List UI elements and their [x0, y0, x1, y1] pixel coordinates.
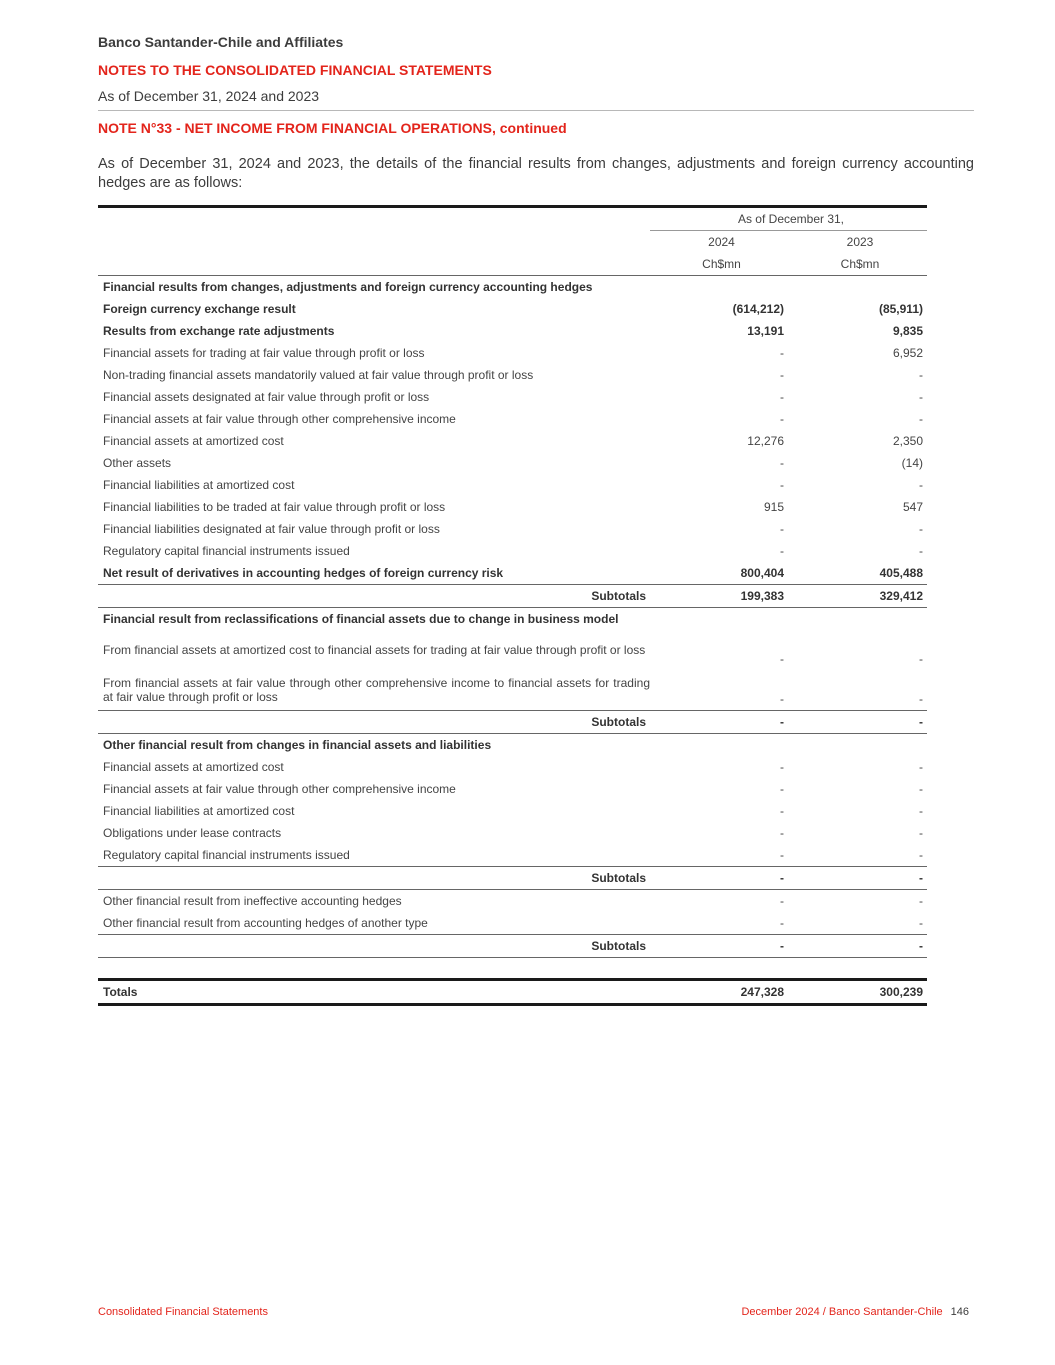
value-2023: - [919, 760, 923, 774]
value-2024: 915 [763, 500, 784, 514]
row-label: Financial assets at fair value through other comprehensive income [103, 782, 456, 796]
subtotal-label: Subtotals [98, 867, 650, 890]
value-2023: - [919, 478, 923, 492]
subtotal-2024: - [650, 711, 788, 734]
row-label: From financial assets at amortized cost to financial assets for trading at fair value through profit or loss [103, 643, 646, 657]
table-row [98, 756, 927, 778]
table-row [98, 430, 927, 452]
subtotal-2024: - [650, 935, 788, 958]
section-title: Financial result from reclassifications of financial assets due to change in business model [103, 612, 619, 626]
subtotal-row [98, 867, 927, 890]
table-row [98, 320, 927, 342]
intro-paragraph: As of December 31, 2024 and 2023, the details of the financial results from changes, adjustments and foreign currency accounting hedges are as follows: [98, 156, 974, 191]
subtotal-2023: - [788, 711, 927, 734]
row-label: Financial liabilities at amortized cost [103, 478, 295, 492]
footer-left: Consolidated Financial Statements [98, 1306, 268, 1318]
note-title: NOTE N°33 - NET INCOME FROM FINANCIAL OPERATIONS, continued [98, 120, 567, 136]
row-label: Financial liabilities at amortized cost [103, 804, 295, 818]
table-row [98, 342, 927, 364]
table-row [98, 496, 927, 518]
subtotal-label: Subtotals [98, 585, 650, 608]
table-row [98, 670, 927, 711]
value-2024: - [780, 826, 784, 840]
value-2024: - [780, 544, 784, 558]
value-2024: - [780, 346, 784, 360]
value-2024: - [780, 782, 784, 796]
subtotal-2024: - [650, 867, 788, 890]
value-2023: - [919, 368, 923, 382]
spacer-cell [98, 958, 927, 980]
row-label: Results from exchange rate adjustments [103, 324, 335, 338]
value-2024: - [780, 390, 784, 404]
table-row [98, 890, 927, 913]
value-2024: - [780, 412, 784, 426]
value-2024: - [780, 456, 784, 470]
value-2024: - [780, 522, 784, 536]
value-2023: - [919, 894, 923, 908]
year-2023-header: 2023 [846, 235, 874, 249]
value-2024: 800,404 [740, 566, 784, 580]
table-row [98, 540, 927, 562]
value-2023: - [919, 692, 923, 706]
row-label: Financial assets for trading at fair value through profit or loss [103, 346, 425, 360]
table-row [98, 562, 927, 585]
value-2024: - [780, 652, 784, 666]
value-2023: 547 [902, 500, 923, 514]
subtotal-2023: - [788, 935, 927, 958]
value-2023: - [919, 544, 923, 558]
period-label: As of December 31, 2024 and 2023 [98, 88, 320, 104]
subtotal-2023: 329,412 [788, 585, 927, 608]
subtotal-row [98, 711, 927, 734]
section-title-row [98, 734, 927, 757]
table-row [98, 800, 927, 822]
row-label: Financial assets designated at fair value through profit or loss [103, 390, 430, 404]
notes-title: NOTES TO THE CONSOLIDATED FINANCIAL STATEMENTS [98, 62, 492, 78]
table-row [98, 298, 927, 320]
value-2024: - [780, 848, 784, 862]
page-number: 146 [950, 1306, 969, 1318]
row-label: Net result of derivatives in accounting hedges of foreign currency risk [103, 566, 504, 580]
value-2023: - [919, 522, 923, 536]
table-units-row [98, 253, 927, 276]
value-2024: - [780, 478, 784, 492]
value-2023: - [919, 652, 923, 666]
value-2024: - [780, 760, 784, 774]
column-group-header: As of December 31, [650, 207, 927, 231]
value-2023: (14) [901, 456, 923, 470]
row-label: Regulatory capital financial instruments issued [103, 848, 350, 862]
value-2024: (614,212) [732, 302, 784, 316]
value-2024: - [780, 894, 784, 908]
value-2023: - [919, 782, 923, 796]
table-row [98, 912, 927, 935]
row-label: Other financial result from ineffective accounting hedges [103, 894, 402, 908]
totals-row [98, 980, 927, 1005]
table-row [98, 518, 927, 540]
units-2024-header: Ch$mn [650, 253, 788, 276]
row-label: Regulatory capital financial instruments issued [103, 544, 350, 558]
row-label: Financial assets at amortized cost [103, 760, 284, 774]
value-2023: - [919, 848, 923, 862]
section-title-row [98, 276, 927, 299]
year-2024-header: 2024 [708, 235, 735, 249]
value-2023: - [919, 390, 923, 404]
value-2023: 2,350 [892, 434, 923, 448]
value-2023: - [919, 916, 923, 930]
table-row [98, 386, 927, 408]
table-row [98, 778, 927, 800]
row-label: From financial assets at fair value through other comprehensive income to financial assets for trading at fair value through profit or loss [103, 676, 650, 704]
section-title-row [98, 608, 927, 631]
value-2023: - [919, 826, 923, 840]
table-row [98, 822, 927, 844]
value-2024: 13,191 [747, 324, 784, 338]
value-2023: - [919, 412, 923, 426]
table-row [98, 474, 927, 496]
subtotal-label: Subtotals [98, 711, 650, 734]
section-title: Financial results from changes, adjustments and foreign currency accounting hedges [103, 280, 593, 294]
value-2023: 405,488 [879, 566, 923, 580]
subtotal-row [98, 585, 927, 608]
value-2023: 9,835 [892, 324, 923, 338]
row-label: Financial assets at amortized cost [103, 434, 284, 448]
row-label: Financial assets at fair value through other comprehensive income [103, 412, 456, 426]
value-2023: 6,952 [892, 346, 923, 360]
table-year-row [98, 231, 927, 254]
value-2024: - [780, 368, 784, 382]
subtotal-label: Subtotals [98, 935, 650, 958]
financial-results-table [98, 205, 927, 1006]
spacer-row [98, 958, 927, 980]
table-row [98, 364, 927, 386]
table-row [98, 452, 927, 474]
footer-right [741, 1306, 969, 1318]
totals-label: Totals [98, 980, 650, 1005]
value-2023: - [919, 804, 923, 818]
value-2024: - [780, 692, 784, 706]
table-header-row [98, 207, 927, 231]
table-row [98, 630, 927, 670]
row-label: Financial liabilities to be traded at fair value through profit or loss [103, 500, 446, 514]
row-label: Other assets [103, 456, 172, 470]
value-2023: (85,911) [878, 302, 923, 316]
totals-2024: 247,328 [650, 980, 788, 1005]
header-divider [98, 110, 974, 111]
company-name: Banco Santander-Chile and Affiliates [98, 34, 344, 50]
row-label: Non-trading financial assets mandatorily valued at fair value through profit or loss [103, 368, 534, 382]
totals-2023: 300,239 [788, 980, 927, 1005]
value-2024: - [780, 804, 784, 818]
row-label: Other financial result from accounting hedges of another type [103, 916, 428, 930]
footer-right-text: December 2024 / Banco Santander-Chile [741, 1306, 943, 1318]
value-2024: - [780, 916, 784, 930]
row-label: Foreign currency exchange result [103, 302, 296, 316]
row-label: Financial liabilities designated at fair value through profit or loss [103, 522, 440, 536]
subtotal-row [98, 935, 927, 958]
subtotal-2023: - [788, 867, 927, 890]
value-2024: 12,276 [747, 434, 784, 448]
table-row [98, 408, 927, 430]
units-2023-header: Ch$mn [788, 253, 927, 276]
subtotal-2024: 199,383 [650, 585, 788, 608]
table-row [98, 844, 927, 867]
row-label: Obligations under lease contracts [103, 826, 282, 840]
section-title: Other financial result from changes in financial assets and liabilities [103, 738, 492, 752]
